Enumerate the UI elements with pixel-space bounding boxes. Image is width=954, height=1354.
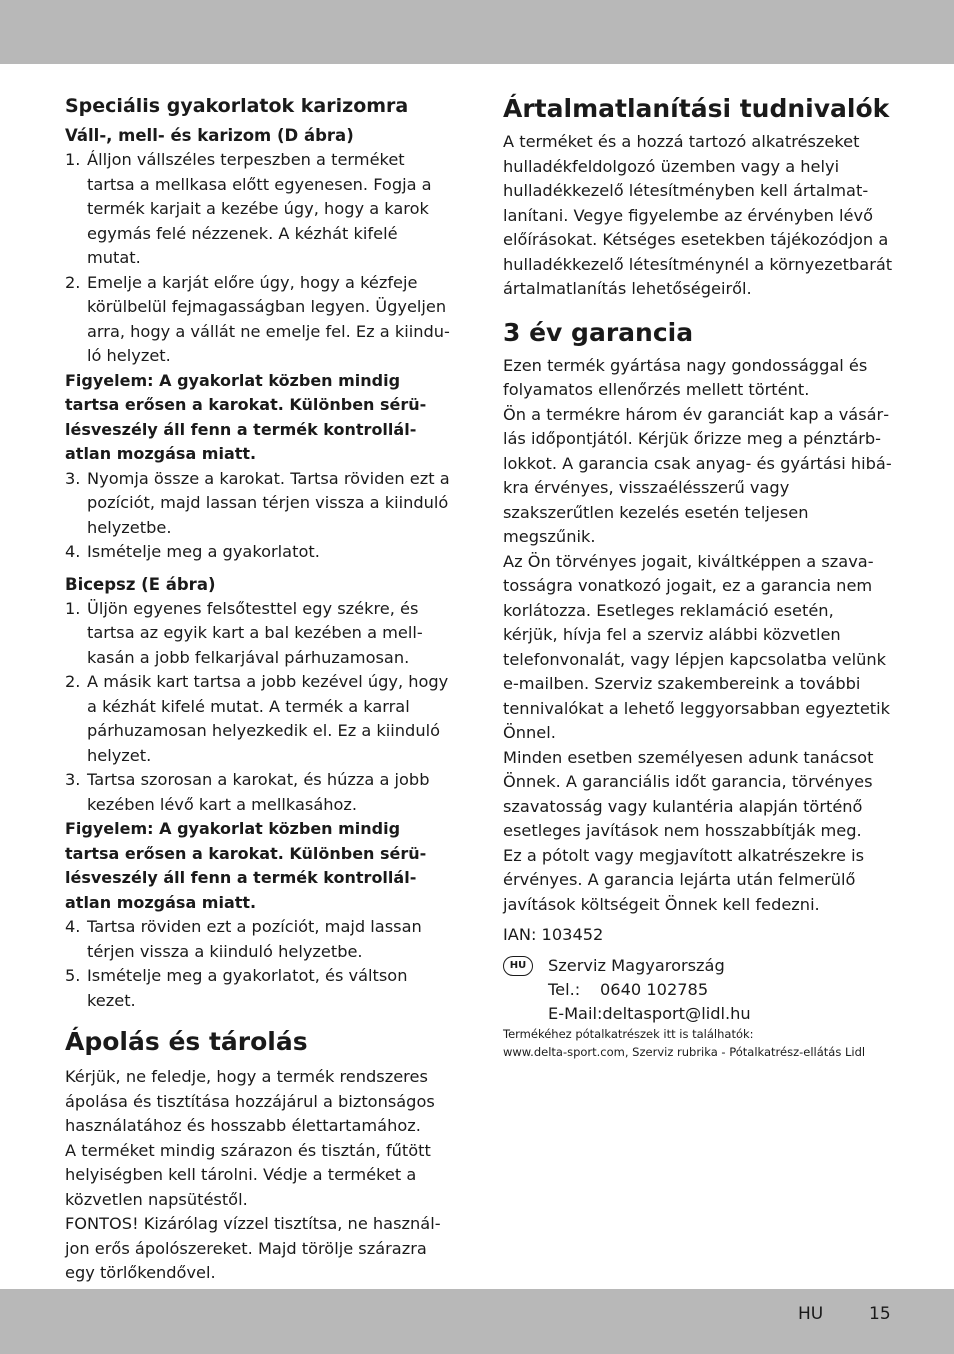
- list-item: [65, 670, 455, 768]
- list-item-number: 2.: [65, 272, 81, 292]
- left-column: [65, 92, 455, 1286]
- list-item: [65, 915, 455, 964]
- section-heading-warranty: 3 év garancia: [503, 317, 694, 347]
- list-item-number: 3.: [65, 468, 81, 488]
- care-paragraph-3: FONTOS! Kizárólag vízzel tisztítsa, ne használjon erős ápolószereket. Majd törölje szárazra egy törlőkendővel.: [65, 1214, 441, 1282]
- contact-lines: [548, 954, 751, 1025]
- list-item-number: 1.: [65, 598, 81, 618]
- list-item: [65, 964, 455, 1013]
- warranty-paragraph-2: Ön a termékre három év garanciát kap a vásárlás időpontjától. Kérjük őrizze meg a pénztárblokkot. A garancia csak anyag- és gyártási hibákra érvényes, visszaélésszerű vagy szakszerűtlen kezelés esetén teljesen megszűnik.: [503, 404, 892, 546]
- list-item: [65, 467, 455, 541]
- disposal-paragraph: A terméket és a hozzá tartozó alkatrészeket hulladékfeldolgozó üzemben vagy a helyi hulladékkezelő létesítményben kell ártalmatlanítani. Vegye figyelembe az érvényben lévő előírásokat. Kétséges esetekben tájékozódjon a hulladékkezelő létesítménynél a környezetbarát ártalmatlanítás lehetőségeiről.: [503, 132, 893, 298]
- care-paragraph-1: Kérjük, ne feledje, hogy a termék rendszeres ápolása és tisztítása hozzájárul a biztonságos használatához és hosszabb élettartamához.: [65, 1067, 435, 1135]
- warranty-paragraph-5: Ez a pótolt vagy megjavított alkatrészekre is érvényes. A garancia lejárta után felmerülő javítások költségeit Önnek kell fedezni.: [503, 845, 865, 914]
- section-heading-care: Ápolás és tárolás: [65, 1027, 308, 1056]
- phone-row: [548, 978, 751, 1003]
- country-badge-hu: HU: [503, 956, 533, 976]
- warranty-paragraph-4: Minden esetben személyesen adunk tanácsot Önnek. A garanciális időt garancia, törvényes szavatosság vagy kulantéria alapján történő esetleges javítások nem hosszabbítják meg.: [503, 747, 874, 840]
- warning-text-2: Figyelem: A gyakorlat közben mindig tartsa erősen a karokat. Különben sérülésveszély áll fenn a termék kontrollálatlan mozgása miatt.: [65, 819, 427, 912]
- section-heading-disposal: Ártalmatlanítási tudnivalók: [503, 94, 890, 123]
- list-item-text: Ismételje meg a gyakorlatot.: [87, 542, 320, 561]
- list-item: [65, 271, 455, 369]
- list-item-text: Üljön egyenes felsőtesttel egy székre, és tartsa az egyik kart a bal kezében a mellkasán a jobb felkarjával párhuzamosan.: [87, 598, 423, 667]
- spare-parts-note: Termékéhez pótalkatrészek itt is találhatók:: [503, 1026, 754, 1041]
- steps-list-1b: [65, 467, 455, 565]
- subheading-shoulder-chest-arm: Váll-, mell- és karizom (D ábra): [65, 126, 354, 145]
- list-item-text: Emelje a karját előre úgy, hogy a kézfeje körülbelül fejmagasságban legyen. Ügyeljen arra, hogy a vállát ne emelje fel. Ez a kiinduló helyzet.: [87, 272, 450, 365]
- list-item-number: 1.: [65, 150, 81, 169]
- list-item-text: Tartsa röviden ezt a pozíciót, majd lassan térjen vissza a kiinduló helyzetbe.: [87, 917, 422, 961]
- spare-parts-url: www.delta-sport.com, Szerviz rubrika - Pótalkatrész-ellátás Lidl: [503, 1044, 866, 1059]
- list-item-number: 5.: [65, 966, 81, 985]
- phone-label: Tel.:: [548, 980, 581, 999]
- steps-list-2b: [65, 915, 455, 1013]
- warning-text-1: Figyelem: A gyakorlat közben mindig tartsa erősen a karokat. Különben sérülésveszély áll fenn a termék kontrollálatlan mozgása miatt.: [65, 370, 427, 463]
- list-item-number: 2.: [65, 672, 81, 691]
- list-item: [65, 768, 455, 817]
- care-paragraph-2: A terméket mindig szárazon és tisztán, fűtött helyiségben kell tárolni. Védje a terméket a közvetlen napsütéstől.: [65, 1140, 431, 1209]
- list-item-number: 4.: [65, 917, 81, 936]
- list-item-text: Tartsa szorosan a karokat, és húzza a jobb kezében lévő kart a mellkasához.: [87, 770, 430, 814]
- list-item-number: 3.: [65, 770, 81, 789]
- list-item: [65, 540, 455, 565]
- service-contact: [503, 954, 893, 1025]
- section-heading-arm-exercises: Speciális gyakorlatok karizomra: [65, 95, 409, 117]
- header-bar: [0, 0, 954, 64]
- ian-number: IAN: 103452: [503, 925, 604, 944]
- list-item-text: Nyomja össze a karokat. Tartsa röviden ezt a pozíciót, majd lassan térjen vissza a kiinduló helyzetbe.: [87, 468, 450, 537]
- list-item: [65, 597, 455, 671]
- list-item-text: Ismételje meg a gyakorlatot, és váltson kezet.: [87, 966, 408, 1010]
- list-item-text: Álljon vállszéles terpeszben a terméket tartsa a mellkasa előtt egyenesen. Fogja a termék karjait a kezébe úgy, hogy a karok egymás felé nézzenek. A kézhát kifelé mutat.: [87, 150, 432, 267]
- steps-list-2: [65, 597, 455, 818]
- subheading-biceps: Bicepsz (E ábra): [65, 574, 216, 594]
- service-name: Szerviz Magyarország: [548, 955, 725, 975]
- page-number: 15: [869, 1304, 891, 1324]
- warranty-paragraph-3: Az Ön törvényes jogait, kiváltképpen a szavatosságra vonatkozó jogait, ez a garancia nem korlátozza. Esetleges reklamáció esetén, kérjük, hívja fel a szerviz alábbi közvetlen telefonvonalát, vagy lépjen kapcsolatba velünk e-mailben. Szerviz szakembereink a további tennivalókat a lehető leggyorsabban egyeztetik Önnel.: [503, 551, 891, 742]
- phone-number: 0640 102785: [600, 980, 709, 999]
- list-item: [65, 148, 455, 271]
- warranty-paragraph-1: Ezen termék gyártása nagy gondossággal és folyamatos ellenőrzés mellett történt.: [503, 355, 868, 399]
- steps-list-1: [65, 148, 455, 369]
- footer-language: HU: [798, 1304, 824, 1324]
- list-item-text: A másik kart tartsa a jobb kezével úgy, hogy a kézhát kifelé mutat. A termék a karral párhuzamosan helyezkedik el. Ez a kiinduló helyzet.: [87, 672, 449, 765]
- service-email: E-Mail:deltasport@lidl.hu: [548, 1003, 751, 1023]
- right-column: [503, 92, 893, 1061]
- list-item-number: 4.: [65, 542, 81, 561]
